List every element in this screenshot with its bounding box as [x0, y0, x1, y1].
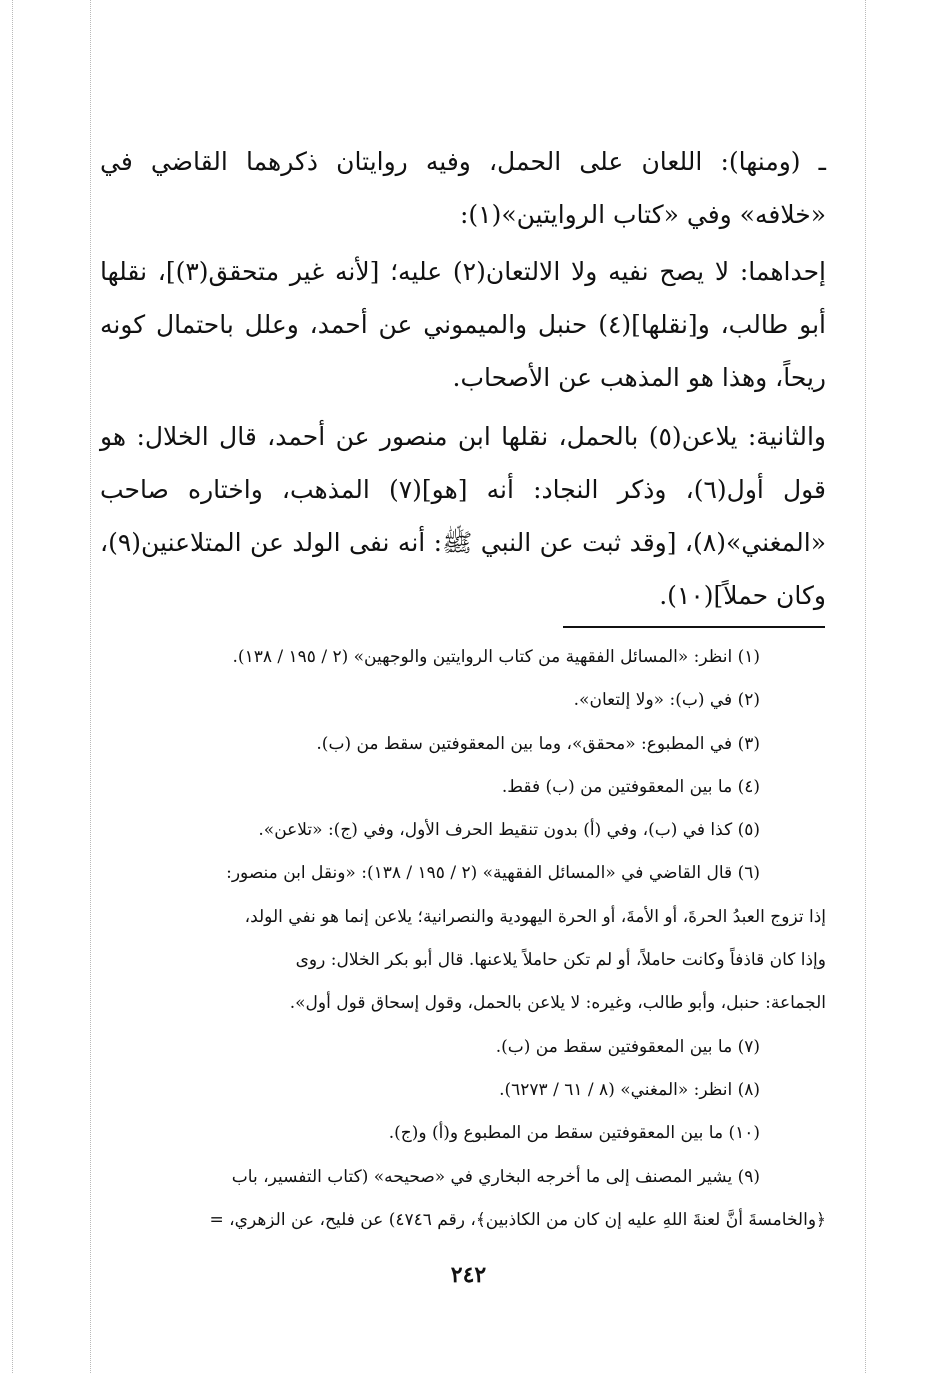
- footnote-6-line-4: الجماعة: حنبل، وأبو طالب، وغيره: لا يلاعن بالحمل، وقول إسحاق قول أول».: [289, 993, 826, 1014]
- scan-edge-left: [12, 0, 13, 1373]
- footnote-separator: [563, 626, 825, 628]
- footnotes: [100, 636, 826, 1242]
- scan-edge-left-inner: [90, 0, 91, 1373]
- footnote-2: (٢) في (ب): «ولا إلتعان».: [573, 690, 760, 711]
- body-paragraph-3: والثانية: يلاعن(٥) بالحمل، نقلها ابن منصور عن أحمد، قال الخلال: هو قول أول(٦)، وذكر النجاد: أنه [هو](٧) المذهب، واختاره صاحب «المغني»(٨)، [وقد ثبت عن النبي ﷺ: أنه نفى الولد عن المتلاعنين(٩)، وكان حملاً](١٠).: [100, 422, 826, 610]
- footnote-8: (٨) انظر: «المغني» (٨ / ٦١ / ٦٢٧٣).: [499, 1079, 760, 1100]
- footnote-6-line-3: وإذا كان قاذفاً وكانت حاملاً، أو لم تكن حاملاً يلاعنها. قال أبو بكر الخلال: روى: [295, 950, 826, 971]
- footnote-1: (١) انظر: «المسائل الفقهية من كتاب الروايتين والوجهين» (٢ / ١٩٥ / ١٣٨).: [232, 647, 760, 667]
- footnote-6-line-2: إذا تزوج العبدُ الحرةَ، أو الأمةَ، أو الحرة اليهودية والنصرانية؛ يلاعن إنما هو نفي الولد،: [244, 906, 826, 927]
- page-number: ٢٤٢: [450, 1262, 487, 1288]
- footnote-6: (٦) قال القاضي في «المسائل الفقهية» (٢ / ١٩٥ / ١٣٨): «ونقل ابن منصور:: [226, 863, 760, 884]
- scan-edge-right: [865, 0, 866, 1373]
- footnote-5: (٥) كذا في (ب)، وفي (أ) بدون تنقيط الحرف الأول، وفي (ج): «تلاعن».: [258, 820, 760, 841]
- footnote-7: (٧) ما بين المعقوفتين سقط من (ب).: [495, 1036, 760, 1057]
- footnote-10: (١٠) ما بين المعقوفتين سقط من المطبوع و(أ) و(ج).: [388, 1123, 760, 1144]
- footnote-3: (٣) في المطبوع: «محقق»، وما بين المعقوفتين سقط من (ب).: [316, 733, 760, 754]
- footnote-9: (٩) يشير المصنف إلى ما أخرجه البخاري في «صحيحه» (كتاب التفسير، باب: [231, 1166, 760, 1187]
- footnote-9-line-2: ﴿والخامسةَ أنَّ لعنةَ اللهِ عليه إن كان من الكاذبين﴾، رقم ٤٧٤٦) عن فليح، عن الزهري، =: [209, 1209, 826, 1230]
- footnote-4: (٤) ما بين المعقوفتين من (ب) فقط.: [501, 776, 760, 797]
- body-paragraph-1: ـ (ومنها): اللعان على الحمل، وفيه روايتان ذكرهما القاضي في «خلافه» وفي «كتاب الروايتين»(١):: [100, 147, 826, 229]
- body-paragraph-2: إحداهما: لا يصح نفيه ولا الالتعان(٢) عليه؛ [لأنه غير متحقق(٣)]، نقلها أبو طالب، و[نقلها](٤) حنبل والميموني عن أحمد، وعلل باحتمال كونه ريحاً، وهذا هو المذهب عن الأصحاب.: [100, 257, 827, 392]
